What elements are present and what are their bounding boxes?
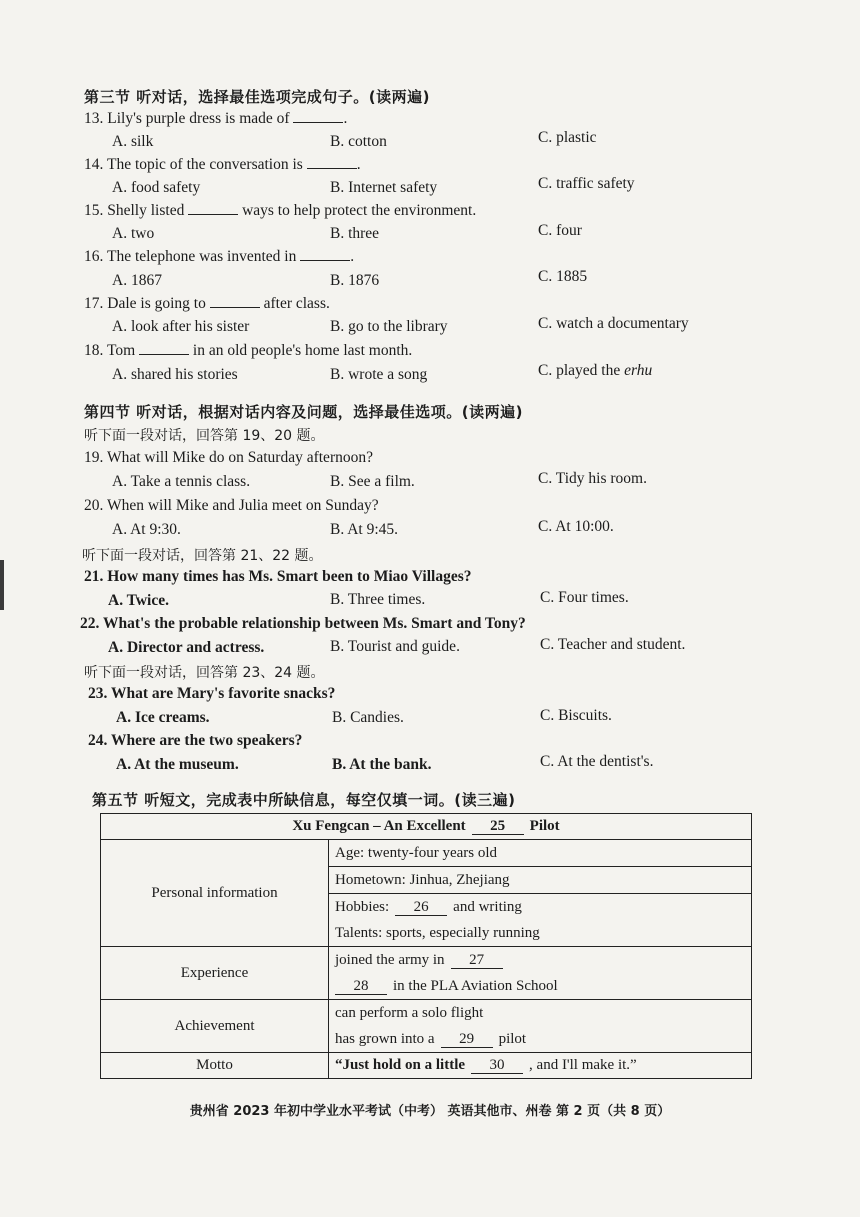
q13-option-b: B. cotton xyxy=(330,133,387,150)
experience-line-1: joined the army in 27 xyxy=(329,947,751,973)
q16-option-a: A. 1867 xyxy=(112,272,162,289)
q18-option-b: B. wrote a song xyxy=(330,366,428,383)
blank-30: 30 xyxy=(471,1057,523,1074)
question-14: 14. The topic of the conversation is . xyxy=(84,156,361,173)
q21-option-a: A. Twice. xyxy=(108,592,169,609)
q19-option-a: A. Take a tennis class. xyxy=(112,473,251,490)
achievement-line-1: can perform a solo flight xyxy=(335,1005,484,1021)
question-18: 18. Tom in an old people's home last month. xyxy=(84,342,413,359)
row-label-personal: Personal information xyxy=(101,840,329,947)
q23-option-b: B. Candies. xyxy=(332,709,404,726)
q20-option-a: A. At 9:30. xyxy=(112,521,181,538)
blank-25: 25 xyxy=(472,818,524,835)
q13-option-a: A. silk xyxy=(112,133,154,150)
q16-option-c: C. 1885 xyxy=(538,268,588,285)
question-17: 17. Dale is going to after class. xyxy=(84,295,330,312)
q20-option-c: C. At 10:00. xyxy=(538,518,614,535)
q21-option-b: B. Three times. xyxy=(330,591,426,608)
table-title: Xu Fengcan – An Excellent 25 Pilot xyxy=(101,814,752,840)
question-15: 15. Shelly listed ways to help protect the environment. xyxy=(84,202,477,219)
blank-29: 29 xyxy=(441,1031,493,1048)
hobbies-line: Hobbies: 26 and writing xyxy=(335,899,522,915)
question-19: 19. What will Mike do on Saturday afternoon? xyxy=(84,449,373,466)
section4-intro-1: 听下面一段对话，回答第 19、20 题。 xyxy=(84,428,325,444)
q21-option-c: C. Four times. xyxy=(540,589,629,606)
q15-option-b: B. three xyxy=(330,225,380,242)
q23-option-a: A. Ice creams. xyxy=(116,709,210,726)
q23-option-c: C. Biscuits. xyxy=(540,707,612,724)
q15-option-c: C. four xyxy=(538,222,582,239)
q16-option-b: B. 1876 xyxy=(330,272,380,289)
q22-option-c: C. Teacher and student. xyxy=(540,636,686,653)
info-table xyxy=(100,813,752,1079)
q22-option-a: A. Director and actress. xyxy=(108,639,265,656)
question-16: 16. The telephone was invented in . xyxy=(84,248,355,265)
q24-option-b: B. At the bank. xyxy=(332,756,432,773)
q19-option-b: B. See a film. xyxy=(330,473,415,490)
q19-option-c: C. Tidy his room. xyxy=(538,470,647,487)
question-20: 20. When will Mike and Julia meet on Sunday? xyxy=(84,497,379,514)
scan-edge-mark xyxy=(0,560,4,610)
question-21: 21. How many times has Ms. Smart been to Miao Villages? xyxy=(84,568,472,585)
row-label-achievement: Achievement xyxy=(101,1000,329,1053)
question-13: 13. Lily's purple dress is made of . xyxy=(84,110,348,127)
q14-option-b: B. Internet safety xyxy=(330,179,438,196)
q18-option-a: A. shared his stories xyxy=(112,366,238,383)
question-22: 22. What's the probable relationship between Ms. Smart and Tony? xyxy=(80,615,526,632)
hometown-line: Hometown: Jinhua, Zhejiang xyxy=(329,867,751,894)
talents-line: Talents: sports, especially running xyxy=(335,925,540,941)
section4-intro-3: 听下面一段对话，回答第 23、24 题。 xyxy=(84,665,325,681)
section3-heading: 第三节 听对话，选择最佳选项完成句子。(读两遍) xyxy=(84,88,430,106)
blank-28: 28 xyxy=(335,978,387,995)
q17-option-b: B. go to the library xyxy=(330,318,448,335)
q15-option-a: A. two xyxy=(112,225,155,242)
q17-option-c: C. watch a documentary xyxy=(538,315,689,332)
personal-info-cell xyxy=(329,840,752,947)
achievement-line-2: has grown into a 29 pilot xyxy=(335,1031,527,1047)
blank-27: 27 xyxy=(451,952,503,969)
section4-intro-2: 听下面一段对话，回答第 21、22 题。 xyxy=(82,548,323,564)
q14-option-c: C. traffic safety xyxy=(538,175,635,192)
section4-heading: 第四节 听对话，根据对话内容及问题，选择最佳选项。(读两遍) xyxy=(84,403,523,421)
q24-option-c: C. At the dentist's. xyxy=(540,753,654,770)
q17-option-a: A. look after his sister xyxy=(112,318,250,335)
section5-heading: 第五节 听短文，完成表中所缺信息，每空仅填一词。(读三遍) xyxy=(92,791,516,809)
question-24: 24. Where are the two speakers? xyxy=(88,732,303,749)
q14-option-a: A. food safety xyxy=(112,179,201,196)
achievement-cell xyxy=(329,1000,752,1053)
experience-line-2: 28 in the PLA Aviation School xyxy=(329,973,751,999)
page-footer: 贵州省 2023 年初中学业水平考试（中考） 英语其他市、州卷 第 2 页（共 8 页） xyxy=(189,1104,671,1119)
motto-cell: “Just hold on a little 30 , and I'll make it.” xyxy=(329,1053,752,1079)
q24-option-a: A. At the museum. xyxy=(116,756,239,773)
experience-cell xyxy=(329,947,752,1000)
q20-option-b: B. At 9:45. xyxy=(330,521,399,538)
row-label-experience: Experience xyxy=(101,947,329,1000)
question-23: 23. What are Mary's favorite snacks? xyxy=(88,685,336,702)
q18-option-c: C. played the erhu xyxy=(538,362,653,379)
age-line: Age: twenty-four years old xyxy=(329,840,751,867)
row-label-motto: Motto xyxy=(101,1053,329,1079)
q13-option-c: C. plastic xyxy=(538,129,597,146)
q22-option-b: B. Tourist and guide. xyxy=(330,638,460,655)
blank-26: 26 xyxy=(395,899,447,916)
